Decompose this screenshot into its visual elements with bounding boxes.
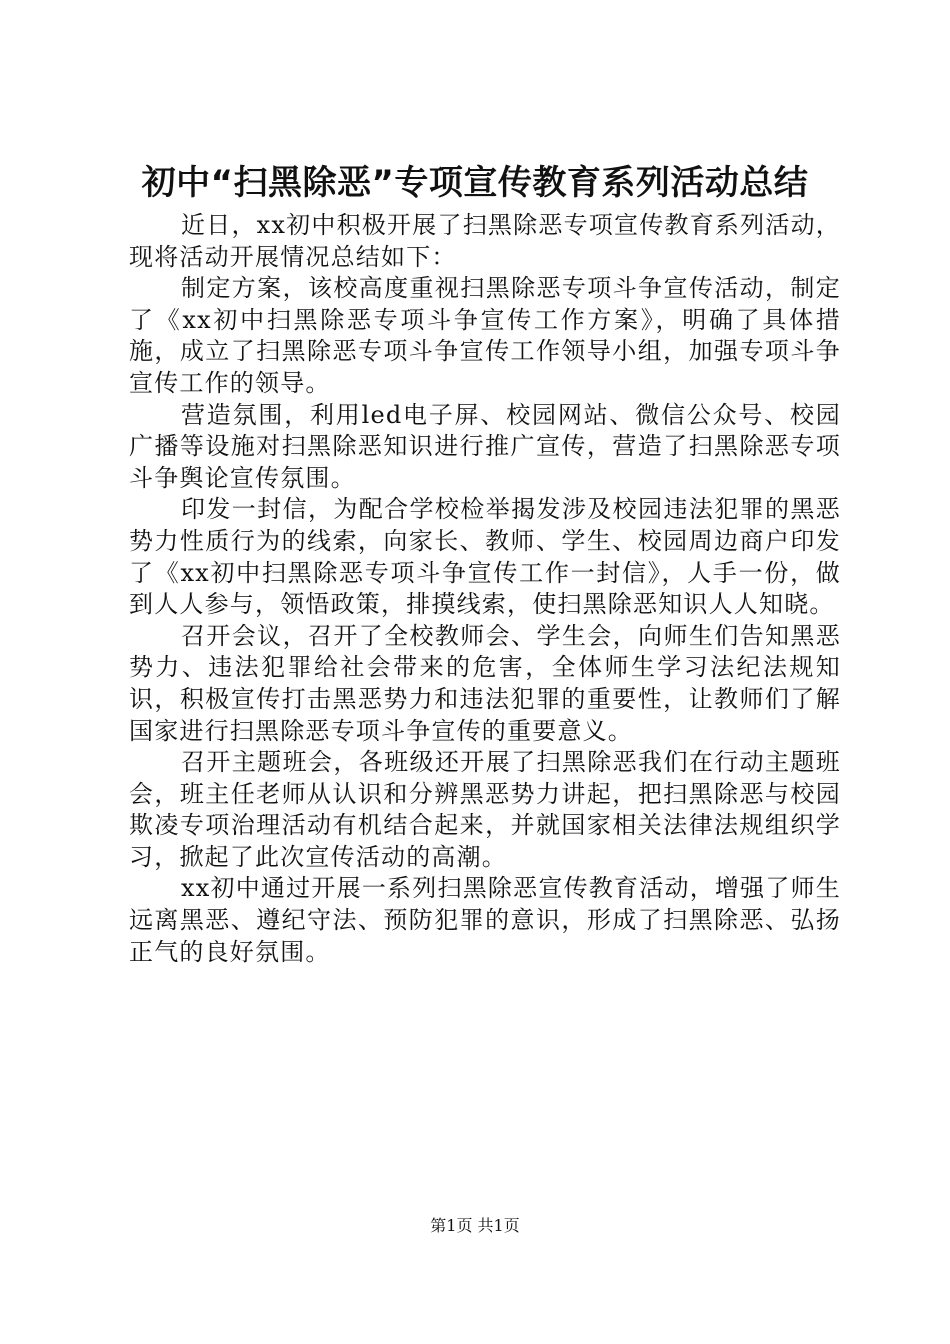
page-footer: 第1页 共1页	[430, 1216, 520, 1235]
paragraph-class-meeting: 召开主题班会，各班级还开展了扫黑除恶我们在行动主题班会，班主任老师从认识和分辨黑恶势力讲起，把扫黑除恶与校园欺凌专项治理活动有机结合起来，并就国家相关法律法规组织学习，掀起了此次宣传活动的高潮。	[129, 748, 841, 871]
paragraph-plan: 制定方案，该校高度重视扫黑除恶专项斗争宣传活动，制定了《xx初中扫黑除恶专项斗争宣传工作方案》，明确了具体措施，成立了扫黑除恶专项斗争宣传工作领导小组，加强专项斗争宣传工作的领导。	[129, 274, 841, 397]
paragraph-letter: 印发一封信，为配合学校检举揭发涉及校园违法犯罪的黑恶势力性质行为的线索，向家长、教师、学生、校园周边商户印发了《xx初中扫黑除恶专项斗争宣传工作一封信》，人手一份，做到人人参与，领悟政策，排摸线索，使扫黑除恶知识人人知晓。	[129, 495, 841, 619]
paragraph-meeting: 召开会议，召开了全校教师会、学生会，向师生们告知黑恶势力、违法犯罪给社会带来的危害，全体师生学习法纪法规知识，积极宣传打击黑恶势力和违法犯罪的重要性，让教师们了解国家进行扫黑除恶专项斗争宣传的重要意义。	[129, 621, 841, 745]
paragraph-intro: 近日，xx初中积极开展了扫黑除恶专项宣传教育系列活动，现将活动开展情况总结如下：	[129, 211, 841, 271]
document-body	[129, 210, 841, 968]
paragraph-atmosphere: 营造氛围，利用led电子屏、校园网站、微信公众号、校园广播等设施对扫黑除恶知识进行推广宣传，营造了扫黑除恶专项斗争舆论宣传氛围。	[129, 400, 841, 492]
paragraph-conclusion: xx初中通过开展一系列扫黑除恶宣传教育活动，增强了师生远离黑恶、遵纪守法、预防犯罪的意识，形成了扫黑除恶、弘扬正气的良好氛围。	[129, 874, 841, 966]
document-title: 初中“扫黑除恶”专项宣传教育系列活动总结	[141, 163, 809, 203]
